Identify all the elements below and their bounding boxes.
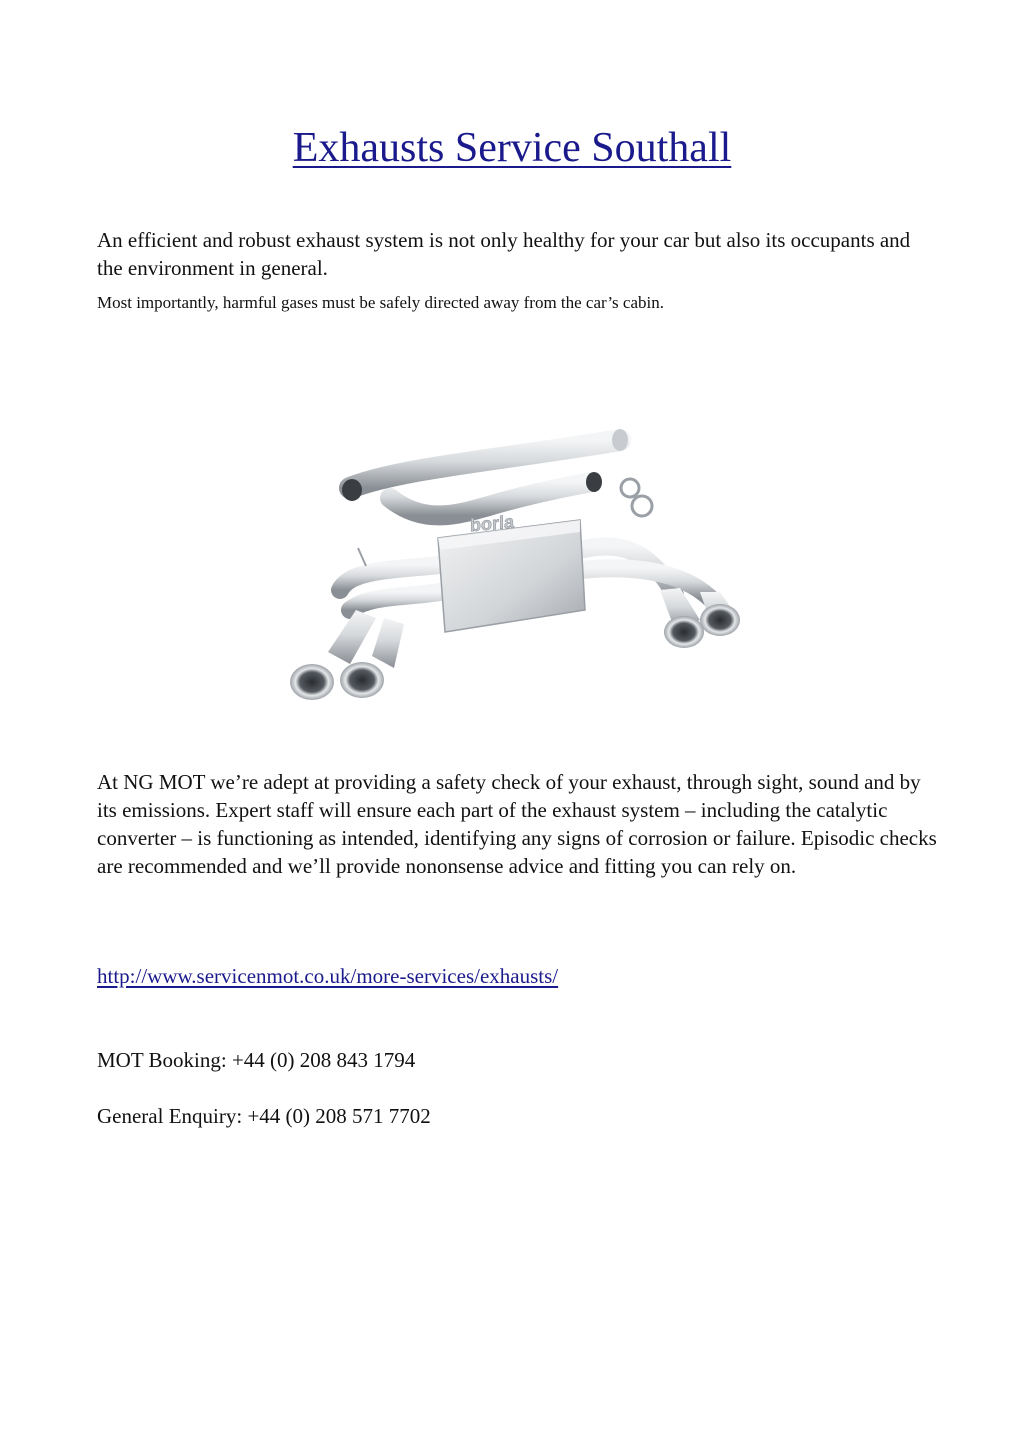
note-paragraph: Most importantly, harmful gases must be safely directed away from the car’s cabin. <box>97 293 664 312</box>
muffler-logo: borla <box>470 511 514 536</box>
exhaust-tip-icon <box>664 616 704 648</box>
exhaust-tip-icon <box>700 604 740 636</box>
page-title <box>0 122 1024 174</box>
exhaust-system-image <box>280 420 750 720</box>
intro-paragraph: An efficient and robust exhaust system is not only healthy for your car but also its occupants and the environment in general. <box>97 228 911 280</box>
service-link[interactable]: http://www.servicenmot.co.uk/more-services/exhausts/ <box>97 964 559 988</box>
mot-booking-phone: MOT Booking: +44 (0) 208 843 1794 <box>97 1048 416 1072</box>
general-enquiry-phone: General Enquiry: +44 (0) 208 571 7702 <box>97 1104 431 1128</box>
exhaust-tip-icon <box>290 664 334 700</box>
exhaust-tip-icon <box>340 662 384 698</box>
pipe-inlet-icon <box>342 479 362 501</box>
title-link[interactable]: Exhausts Service Southall <box>292 125 732 171</box>
clamp-icon <box>621 479 639 497</box>
clamp-icon <box>632 496 652 516</box>
link-paragraph <box>97 962 937 990</box>
body-paragraph: At NG MOT we’re adept at providing a safety check of your exhaust, through sight, sound and by its emissions. Expert staff will ensure each part of the exhaust system – including the catalytic converter – is functioning as intended, identifying any signs of corrosion or failure. Episodic checks are recommended and we’ll provide nononsense advice and fitting you can rely on. <box>97 770 937 878</box>
